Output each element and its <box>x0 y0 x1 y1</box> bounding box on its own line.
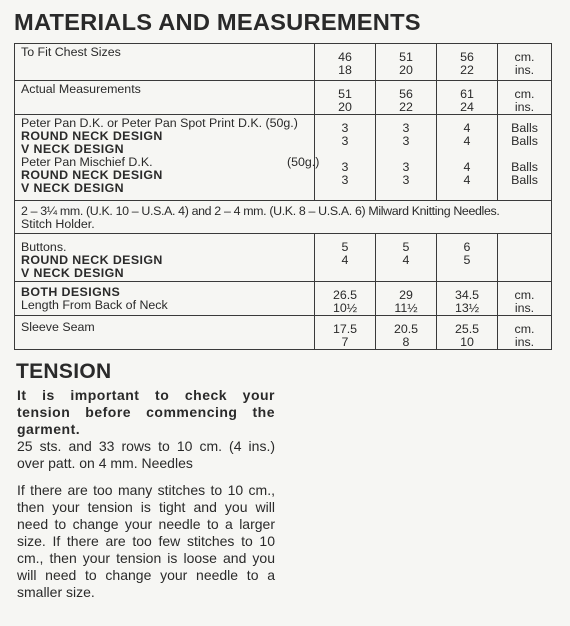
size-2-cell: 29 11½ <box>376 282 437 316</box>
unit-cell: cm. ins. <box>498 282 552 316</box>
row-label: Actual Measurements <box>15 81 315 115</box>
size-1-cell: 5 4 <box>315 234 376 282</box>
size-2-cell: 56 22 <box>376 81 437 115</box>
size-3-cell: 6 5 <box>437 234 498 282</box>
table-row <box>15 282 552 316</box>
size-3-cell: 4 4 4 4 <box>437 115 498 201</box>
tension-advice: If there are too many stitches to 10 cm., then your tension is tight and you will need to change your needle to a larger size. If there are too few stitches to 10 cm., then your tension is loose and you will need to change your needle to a smaller size. <box>17 482 275 600</box>
table-row <box>15 44 552 81</box>
table-row <box>15 115 552 201</box>
table-row <box>15 316 552 350</box>
tension-warning: It is important to check your tension before commencing the garment. <box>17 387 275 437</box>
size-1-cell: 17.5 7 <box>315 316 376 350</box>
table-row <box>15 234 552 282</box>
size-1-cell: 46 18 <box>315 44 376 81</box>
size-2-cell: 3 3 3 3 <box>376 115 437 201</box>
size-3-cell: 34.5 13½ <box>437 282 498 316</box>
tension-gauge: 25 sts. and 33 rows to 10 cm. (4 ins.) over patt. on 4 mm. Needles <box>17 438 275 471</box>
page-title: MATERIALS AND MEASUREMENTS <box>14 9 421 35</box>
size-3-cell: 56 22 <box>437 44 498 81</box>
size-1-cell: 26.5 10½ <box>315 282 376 316</box>
size-2-cell: 20.5 8 <box>376 316 437 350</box>
materials-table <box>14 43 552 350</box>
size-2-cell: 5 4 <box>376 234 437 282</box>
size-1-cell: 51 20 <box>315 81 376 115</box>
tension-heading: TENSION <box>16 360 112 383</box>
buttons-label-cell: Buttons. ROUND NECK DESIGN V NECK DESIGN <box>15 234 315 282</box>
table-row <box>15 201 552 234</box>
length-label-cell: BOTH DESIGNS Length From Back of Neck <box>15 282 315 316</box>
unit-cell <box>498 234 552 282</box>
unit-cell: Balls Balls Balls Balls <box>498 115 552 201</box>
unit-cell: cm. ins. <box>498 44 552 81</box>
row-label: Sleeve Seam <box>15 316 315 350</box>
size-3-cell: 61 24 <box>437 81 498 115</box>
tension-section <box>17 387 275 601</box>
table-row <box>15 81 552 115</box>
size-1-cell: 3 3 3 3 <box>315 115 376 201</box>
unit-cell: cm. ins. <box>498 81 552 115</box>
size-3-cell: 25.5 10 <box>437 316 498 350</box>
yarn-label-cell: Peter Pan D.K. or Peter Pan Spot Print D.K. (50g.) ROUND NECK DESIGN V NECK DESIGN Peter Pan Mischief D.K. (50g.) ROUND NECK DESIGN V NECK DESIGN <box>15 115 315 201</box>
size-2-cell: 51 20 <box>376 44 437 81</box>
unit-cell: cm. ins. <box>498 316 552 350</box>
needles-cell: 2 – 3¼ mm. (U.K. 10 – U.S.A. 4) and 2 – 4 mm. (U.K. 8 – U.S.A. 6) Milward Knitting Needles. Stitch Holder. <box>15 201 552 234</box>
row-label: To Fit Chest Sizes <box>15 44 315 81</box>
